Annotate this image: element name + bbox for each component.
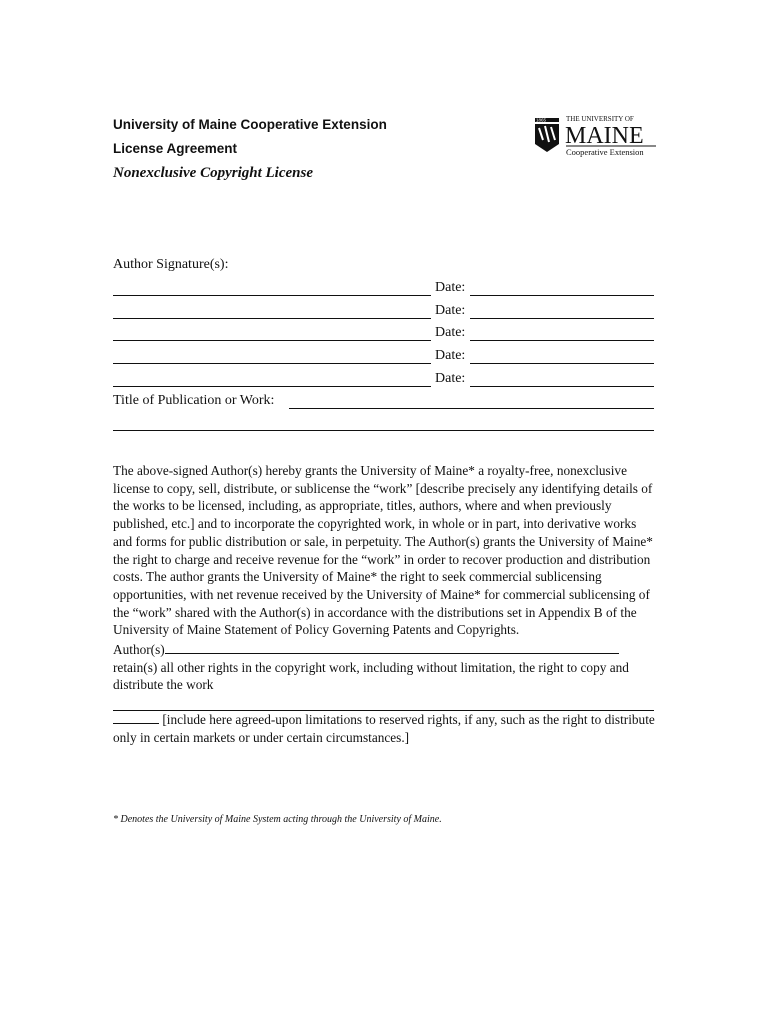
date-line[interactable] bbox=[470, 295, 654, 296]
author-signatures-label: Author Signature(s): bbox=[113, 257, 229, 272]
title-of-work-row bbox=[113, 393, 654, 411]
shield-emblem-icon bbox=[535, 118, 559, 152]
limitations-line bbox=[113, 711, 658, 746]
title-of-work-label: Title of Publication or Work: bbox=[113, 393, 275, 408]
university-of-maine-logo bbox=[534, 112, 658, 160]
signature-line[interactable] bbox=[113, 386, 431, 387]
limitations-blank[interactable] bbox=[113, 711, 159, 724]
document-type: License Agreement bbox=[113, 141, 238, 156]
document-subtitle: Nonexclusive Copyright License bbox=[113, 165, 313, 181]
logo-line2: MAINE bbox=[565, 123, 644, 149]
signature-row bbox=[113, 325, 654, 343]
author-names-blank[interactable] bbox=[165, 641, 619, 654]
title-of-work-line-2[interactable] bbox=[113, 430, 654, 431]
date-label: Date: bbox=[435, 303, 466, 318]
signature-row bbox=[113, 303, 654, 321]
author-retains-line bbox=[113, 641, 658, 659]
date-label: Date: bbox=[435, 371, 466, 386]
signature-line[interactable] bbox=[113, 340, 431, 341]
signature-line[interactable] bbox=[113, 318, 431, 319]
logo-year: 1865 bbox=[536, 117, 547, 123]
date-line[interactable] bbox=[470, 318, 654, 319]
grant-paragraph: The above-signed Author(s) hereby grants the University of Maine* a royalty-free, nonexclusive license to copy, sell, distribute, or sublicense the “work” [describe precisely any identifying details of the works to be licensed, including, as appropriate, titles, authors, where and when previously published, etc.] and to incorporate the copyrighted work, in whole or in part, into derivative works and forms for public distribution or sale, in perpetuity. The Author(s) grants the University of Maine* the right to charge and receive revenue for the “work” in order to recover production and distribution costs. The author grants the University of Maine* the right to seek commercial sublicensing opportunities, with net revenue received by the University of Maine* for commercial sublicensing of the “work” shared with the Author(s) in accordance with the distributions set in Appendix B of the University of Maine Statement of Policy Governing Patents and Copyrights. bbox=[113, 463, 653, 638]
license-body bbox=[113, 462, 658, 747]
date-line[interactable] bbox=[470, 386, 654, 387]
organization-name: University of Maine Cooperative Extension bbox=[113, 117, 387, 132]
logo-line1: THE UNIVERSITY OF bbox=[566, 115, 634, 123]
signature-row bbox=[113, 280, 654, 298]
date-label: Date: bbox=[435, 280, 466, 295]
author-prefix: Author(s) bbox=[113, 642, 165, 658]
signature-line[interactable] bbox=[113, 363, 431, 364]
date-label: Date: bbox=[435, 325, 466, 340]
footnote: * Denotes the University of Maine System acting through the University of Maine. bbox=[113, 814, 442, 825]
date-line[interactable] bbox=[470, 363, 654, 364]
date-line[interactable] bbox=[470, 340, 654, 341]
date-label: Date: bbox=[435, 348, 466, 363]
limitations-text: [include here agreed-upon limitations to reserved rights, if any, such as the right to distribute only in certain markets or under certain circumstances.] bbox=[113, 712, 655, 745]
signature-row bbox=[113, 348, 654, 366]
reserved-rights-blank[interactable] bbox=[113, 697, 654, 711]
logo-line3: Cooperative Extension bbox=[566, 147, 644, 157]
signature-line[interactable] bbox=[113, 295, 431, 296]
signature-row bbox=[113, 371, 654, 389]
retain-rights-text: retain(s) all other rights in the copyright work, including without limitation, the right to copy and distribute the work bbox=[113, 659, 629, 693]
title-of-work-line[interactable] bbox=[289, 408, 654, 409]
